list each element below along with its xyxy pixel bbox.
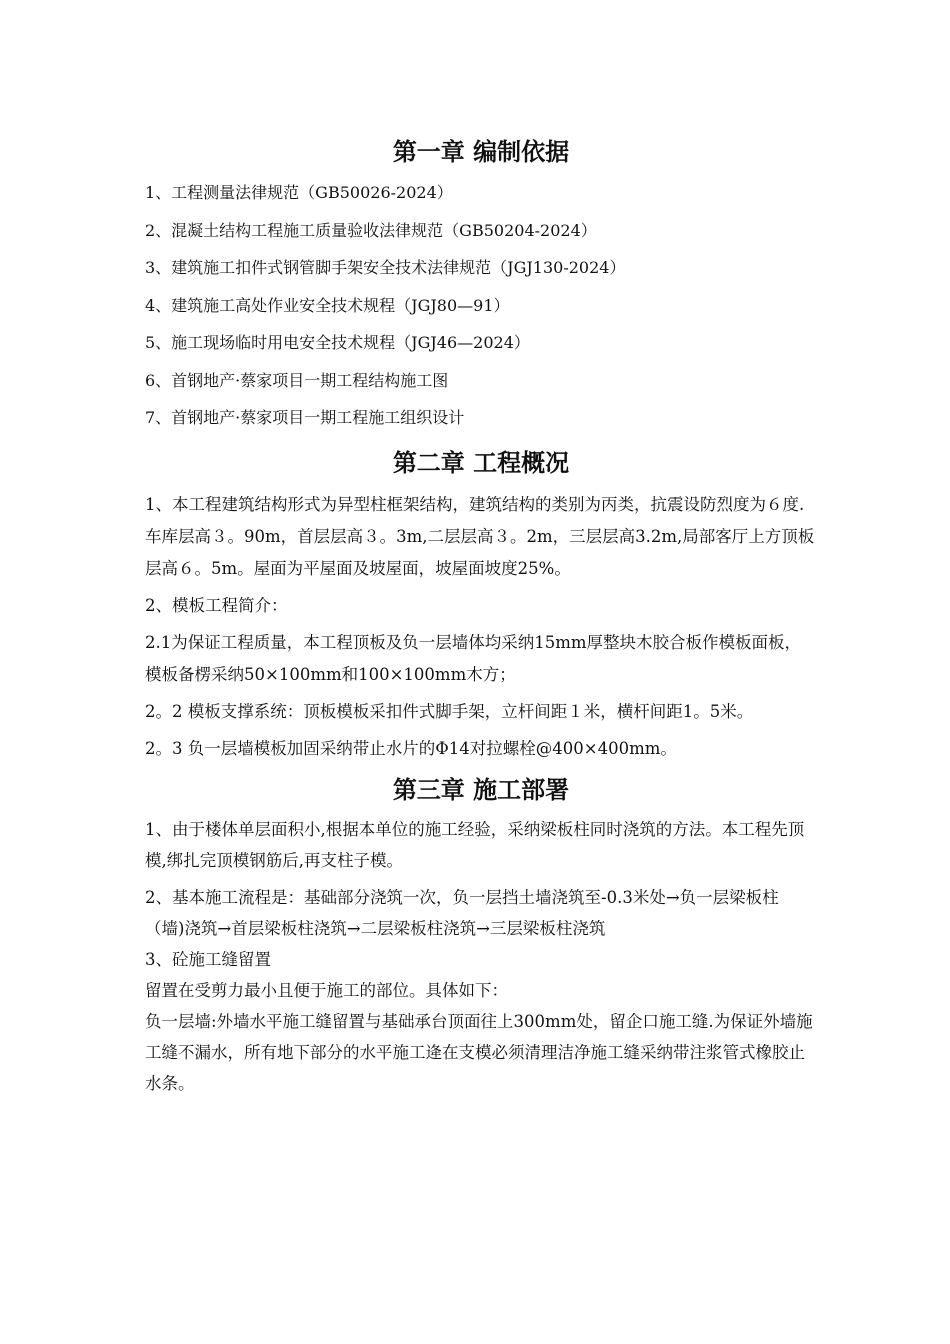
chapter-2-title: 第二章 工程概况 bbox=[392, 448, 570, 477]
chapter-2-body bbox=[145, 489, 817, 765]
chapter-1-title: 第一章 编制依据 bbox=[392, 138, 570, 166]
list-item: 4、建筑施工高处作业安全技术规程（JGJ80—91） bbox=[145, 295, 510, 315]
reference-list bbox=[145, 174, 817, 437]
list-item: 1、工程测量法律规范（GB50026-2024） bbox=[145, 183, 453, 202]
paragraph: 留置在受剪力最小且便于施工的部位。具体如下： bbox=[145, 980, 508, 1000]
list-item: 3、建筑施工扣件式钢管脚手架安全技术法律规范（JGJ130-2024） bbox=[145, 258, 626, 277]
list-item: 7、首钢地产·蔡家项目一期工程施工组织设计 bbox=[145, 408, 465, 427]
paragraph: 2、模板工程简介： bbox=[145, 595, 288, 615]
chapter-3-body bbox=[145, 814, 817, 1099]
list-item: 2、混凝土结构工程施工质量验收法律规范（GB50204-2024） bbox=[145, 220, 597, 240]
chapter-3-title: 第三章 施工部署 bbox=[392, 775, 570, 804]
paragraph: 2。3 负一层墙模板加固采纳带止水片的Φ14对拉螺栓@400×400mm。 bbox=[145, 738, 677, 758]
list-item: 6、首钢地产·蔡家项目一期工程结构施工图 bbox=[145, 370, 449, 390]
paragraph: 3、砼施工缝留置 bbox=[145, 949, 271, 969]
paragraph: 1、本工程建筑结构形式为异型柱框架结构，建筑结构的类别为丙类，抗震设防烈度为６度.车库层高３。90m，首层层高３。3m,二层层高３。2m，三层层高3.2m,局部客厅上方顶板层高６。5m。屋面为平屋面及坡屋面，坡屋面坡度25%。 bbox=[145, 494, 815, 578]
document-body bbox=[145, 132, 817, 1099]
paragraph: 负一层墙:外墙水平施工缝留置与基础承台顶面往上300mm处，留企口施工缝.为保证外墙施工缝不漏水，所有地下部分的水平施工逄在支模必须清理洁净施工缝采纳带注浆管式橡胶止水条。 bbox=[145, 1011, 813, 1093]
list-item: 5、施工现场临时用电安全技术规程（JGJ46—2024） bbox=[145, 333, 530, 352]
paragraph: 2。2 模板支撑系统：顶板模板采扣件式脚手架，立杆间距１米，横杆间距1。5米。 bbox=[145, 701, 754, 721]
paragraph: 2.1为保证工程质量，本工程顶板及负一层墙体均采纳15mm厚整块木胶合板作模板面板，模板备楞采纳50×100mm和100×100mm木方； bbox=[145, 632, 802, 684]
paragraph: 1、由于楼体单层面积小,根据本单位的施工经验，采纳梁板柱同时浇筑的方法。本工程先顶模,绑扎完顶模钢筋后,再支柱子模。 bbox=[145, 819, 805, 870]
paragraph: 2、基本施工流程是：基础部分浇筑一次，负一层挡土墙浇筑至-0.3米处→负一层梁板柱（墙)浇筑→首层梁板柱浇筑→二层梁板柱浇筑→三层梁板柱浇筑 bbox=[145, 887, 779, 938]
